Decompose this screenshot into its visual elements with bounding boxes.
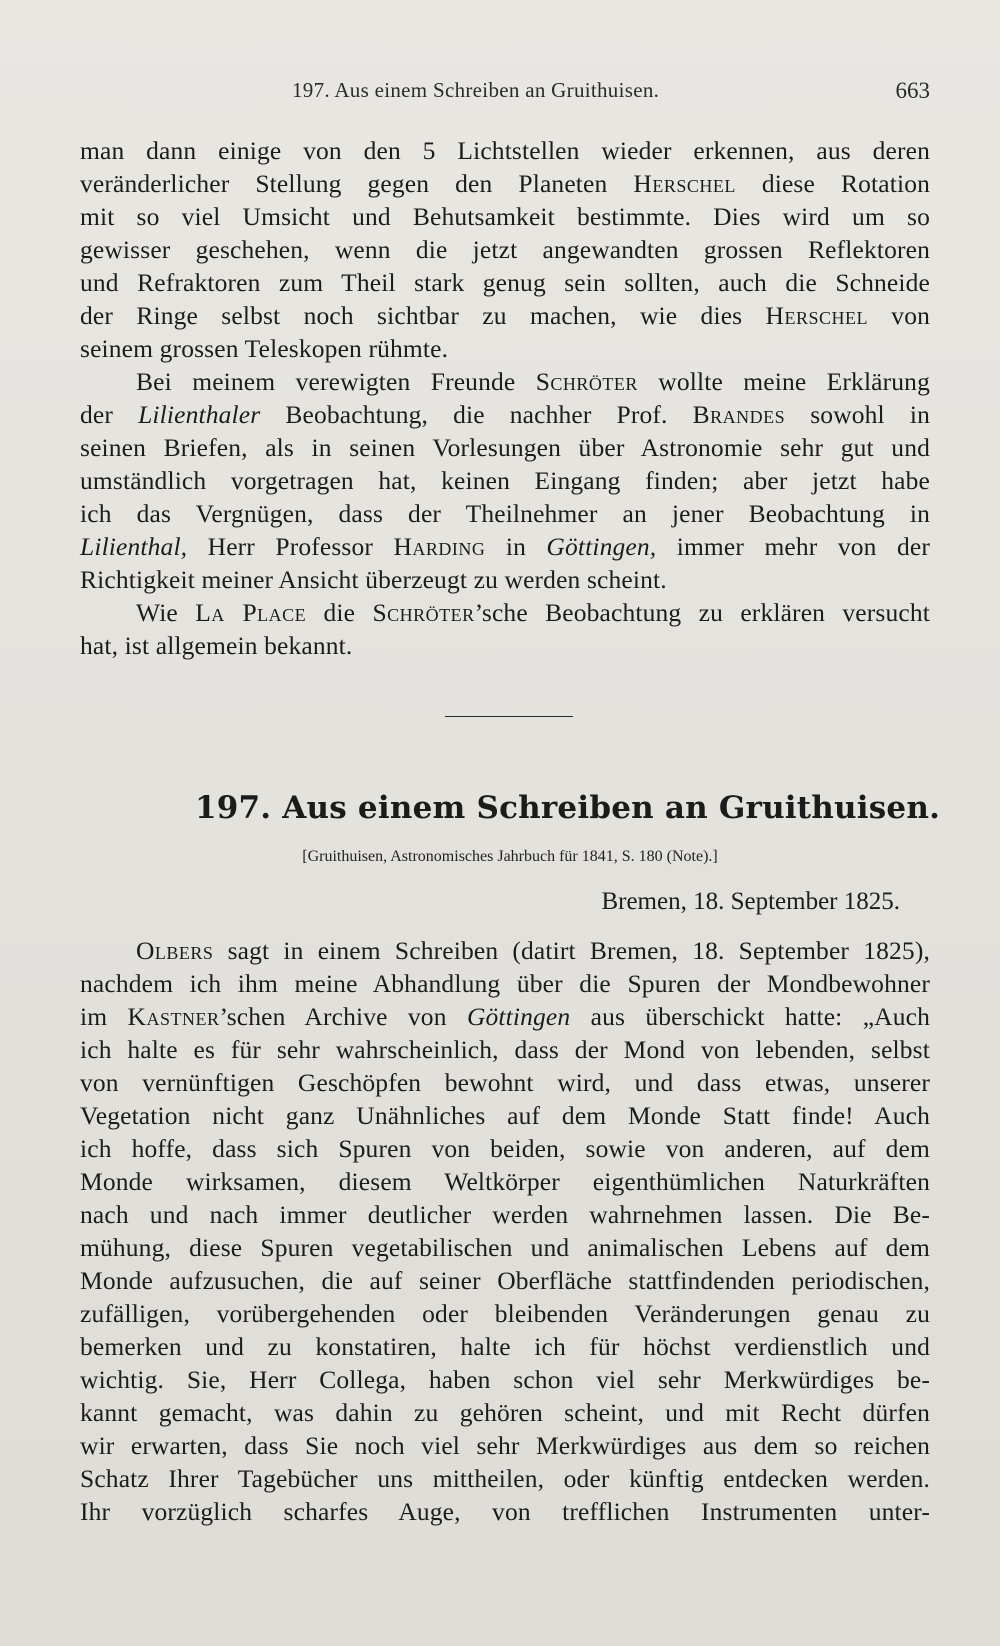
text-line: Vegetation nicht ganz Unähnliches auf dem Monde Statt finde! Auch xyxy=(80,1101,930,1130)
text-line: wichtig. Sie, Herr Collega, haben schon viel sehr Merkwürdiges be- xyxy=(80,1365,930,1394)
running-head xyxy=(82,78,930,110)
section-divider xyxy=(445,716,573,717)
text-line: zufälligen, vorübergehenden oder bleibenden Veränderungen genau zu xyxy=(80,1299,930,1328)
text-line: Wie La Place die Schröter’sche Beobachtung zu erklären versucht xyxy=(136,598,930,627)
paragraph-continued xyxy=(80,134,930,662)
page-number: 663 xyxy=(895,78,930,103)
text-line: hat, ist allgemein bekannt. xyxy=(80,631,353,660)
source-note: [Gruithuisen, Astronomisches Jahrbuch für 1841, S. 180 (Note).] xyxy=(302,848,718,865)
text-line: mit so viel Umsicht und Behutsamkeit bestimmte. Dies wird um so xyxy=(80,202,930,231)
text-line: ich das Vergnügen, dass der Theilnehmer an jener Beobachtung in xyxy=(80,499,930,528)
text-line: man dann einige von den 5 Lichtstellen wieder erkennen, aus deren xyxy=(80,136,930,165)
dateline: Bremen, 18. September 1825. xyxy=(601,888,900,915)
text-line: nach und nach immer deutlicher werden wahrnehmen lassen. Die Be- xyxy=(80,1200,930,1229)
text-line: Olbers sagt in einem Schreiben (datirt Bremen, 18. September 1825), xyxy=(136,936,930,965)
text-line: im Kastner’schen Archive von Göttingen aus überschickt hatte: „Auch xyxy=(80,1002,931,1031)
text-line: ich halte es für sehr wahrscheinlich, dass der Mond von lebenden, selbst xyxy=(80,1035,930,1064)
text-line: wir erwarten, dass Sie noch viel sehr Merkwürdiges aus dem so reichen xyxy=(80,1431,930,1460)
text-line: Lilienthal, Herr Professor Harding in Göttingen, immer mehr von der xyxy=(80,532,931,561)
running-head-title: 197. Aus einem Schreiben an Gruithuisen. xyxy=(292,78,660,102)
text-line: Bei meinem verewigten Freunde Schröter wollte meine Erklärung xyxy=(136,367,930,396)
text-line: von vernünftigen Geschöpfen bewohnt wird, und dass etwas, unserer xyxy=(80,1068,930,1097)
text-line: der Lilienthaler Beobachtung, die nachher Prof. Brandes sowohl in xyxy=(80,400,930,429)
text-line: seinem grossen Teleskopen rühmte. xyxy=(80,334,449,363)
text-line: veränderlicher Stellung gegen den Planeten Herschel diese Rotation xyxy=(80,169,930,198)
text-line: und Refraktoren zum Theil stark genug sein sollten, auch die Schneide xyxy=(80,268,930,297)
text-line: Schatz Ihrer Tagebücher uns mittheilen, oder künftig entdecken werden. xyxy=(80,1464,930,1493)
section-heading: 197. Aus einem Schreiben an Gruithuisen. xyxy=(195,790,941,826)
text-line: Ihr vorzüglich scharfes Auge, von trefflichen Instrumenten unter- xyxy=(80,1497,930,1526)
text-line: gewisser geschehen, wenn die jetzt angewandten grossen Reflektoren xyxy=(80,235,930,264)
letter-paragraph xyxy=(80,934,930,1528)
text-line: ich hoffe, dass sich Spuren von beiden, sowie von anderen, auf dem xyxy=(80,1134,930,1163)
text-line: Monde wirksamen, diesem Weltkörper eigenthümlichen Naturkräften xyxy=(80,1167,930,1196)
text-line: der Ringe selbst noch sichtbar zu machen, wie dies Herschel von xyxy=(80,301,930,330)
text-line: Richtigkeit meiner Ansicht überzeugt zu werden scheint. xyxy=(80,565,667,594)
text-line: seinen Briefen, als in seinen Vorlesungen über Astronomie sehr gut und xyxy=(80,433,930,462)
text-line: nachdem ich ihm meine Abhandlung über die Spuren der Mondbewohner xyxy=(80,969,930,998)
text-line: bemerken und zu konstatiren, halte ich für höchst verdienstlich und xyxy=(80,1332,930,1361)
text-line: umständlich vorgetragen hat, keinen Eingang finden; aber jetzt habe xyxy=(80,466,930,495)
text-line: kannt gemacht, was dahin zu gehören scheint, und mit Recht dürfen xyxy=(80,1398,930,1427)
text-line: mühung, diese Spuren vegetabilischen und animalischen Lebens auf dem xyxy=(80,1233,930,1262)
text-line: Monde aufzusuchen, die auf seiner Oberfläche stattfindenden periodischen, xyxy=(80,1266,930,1295)
